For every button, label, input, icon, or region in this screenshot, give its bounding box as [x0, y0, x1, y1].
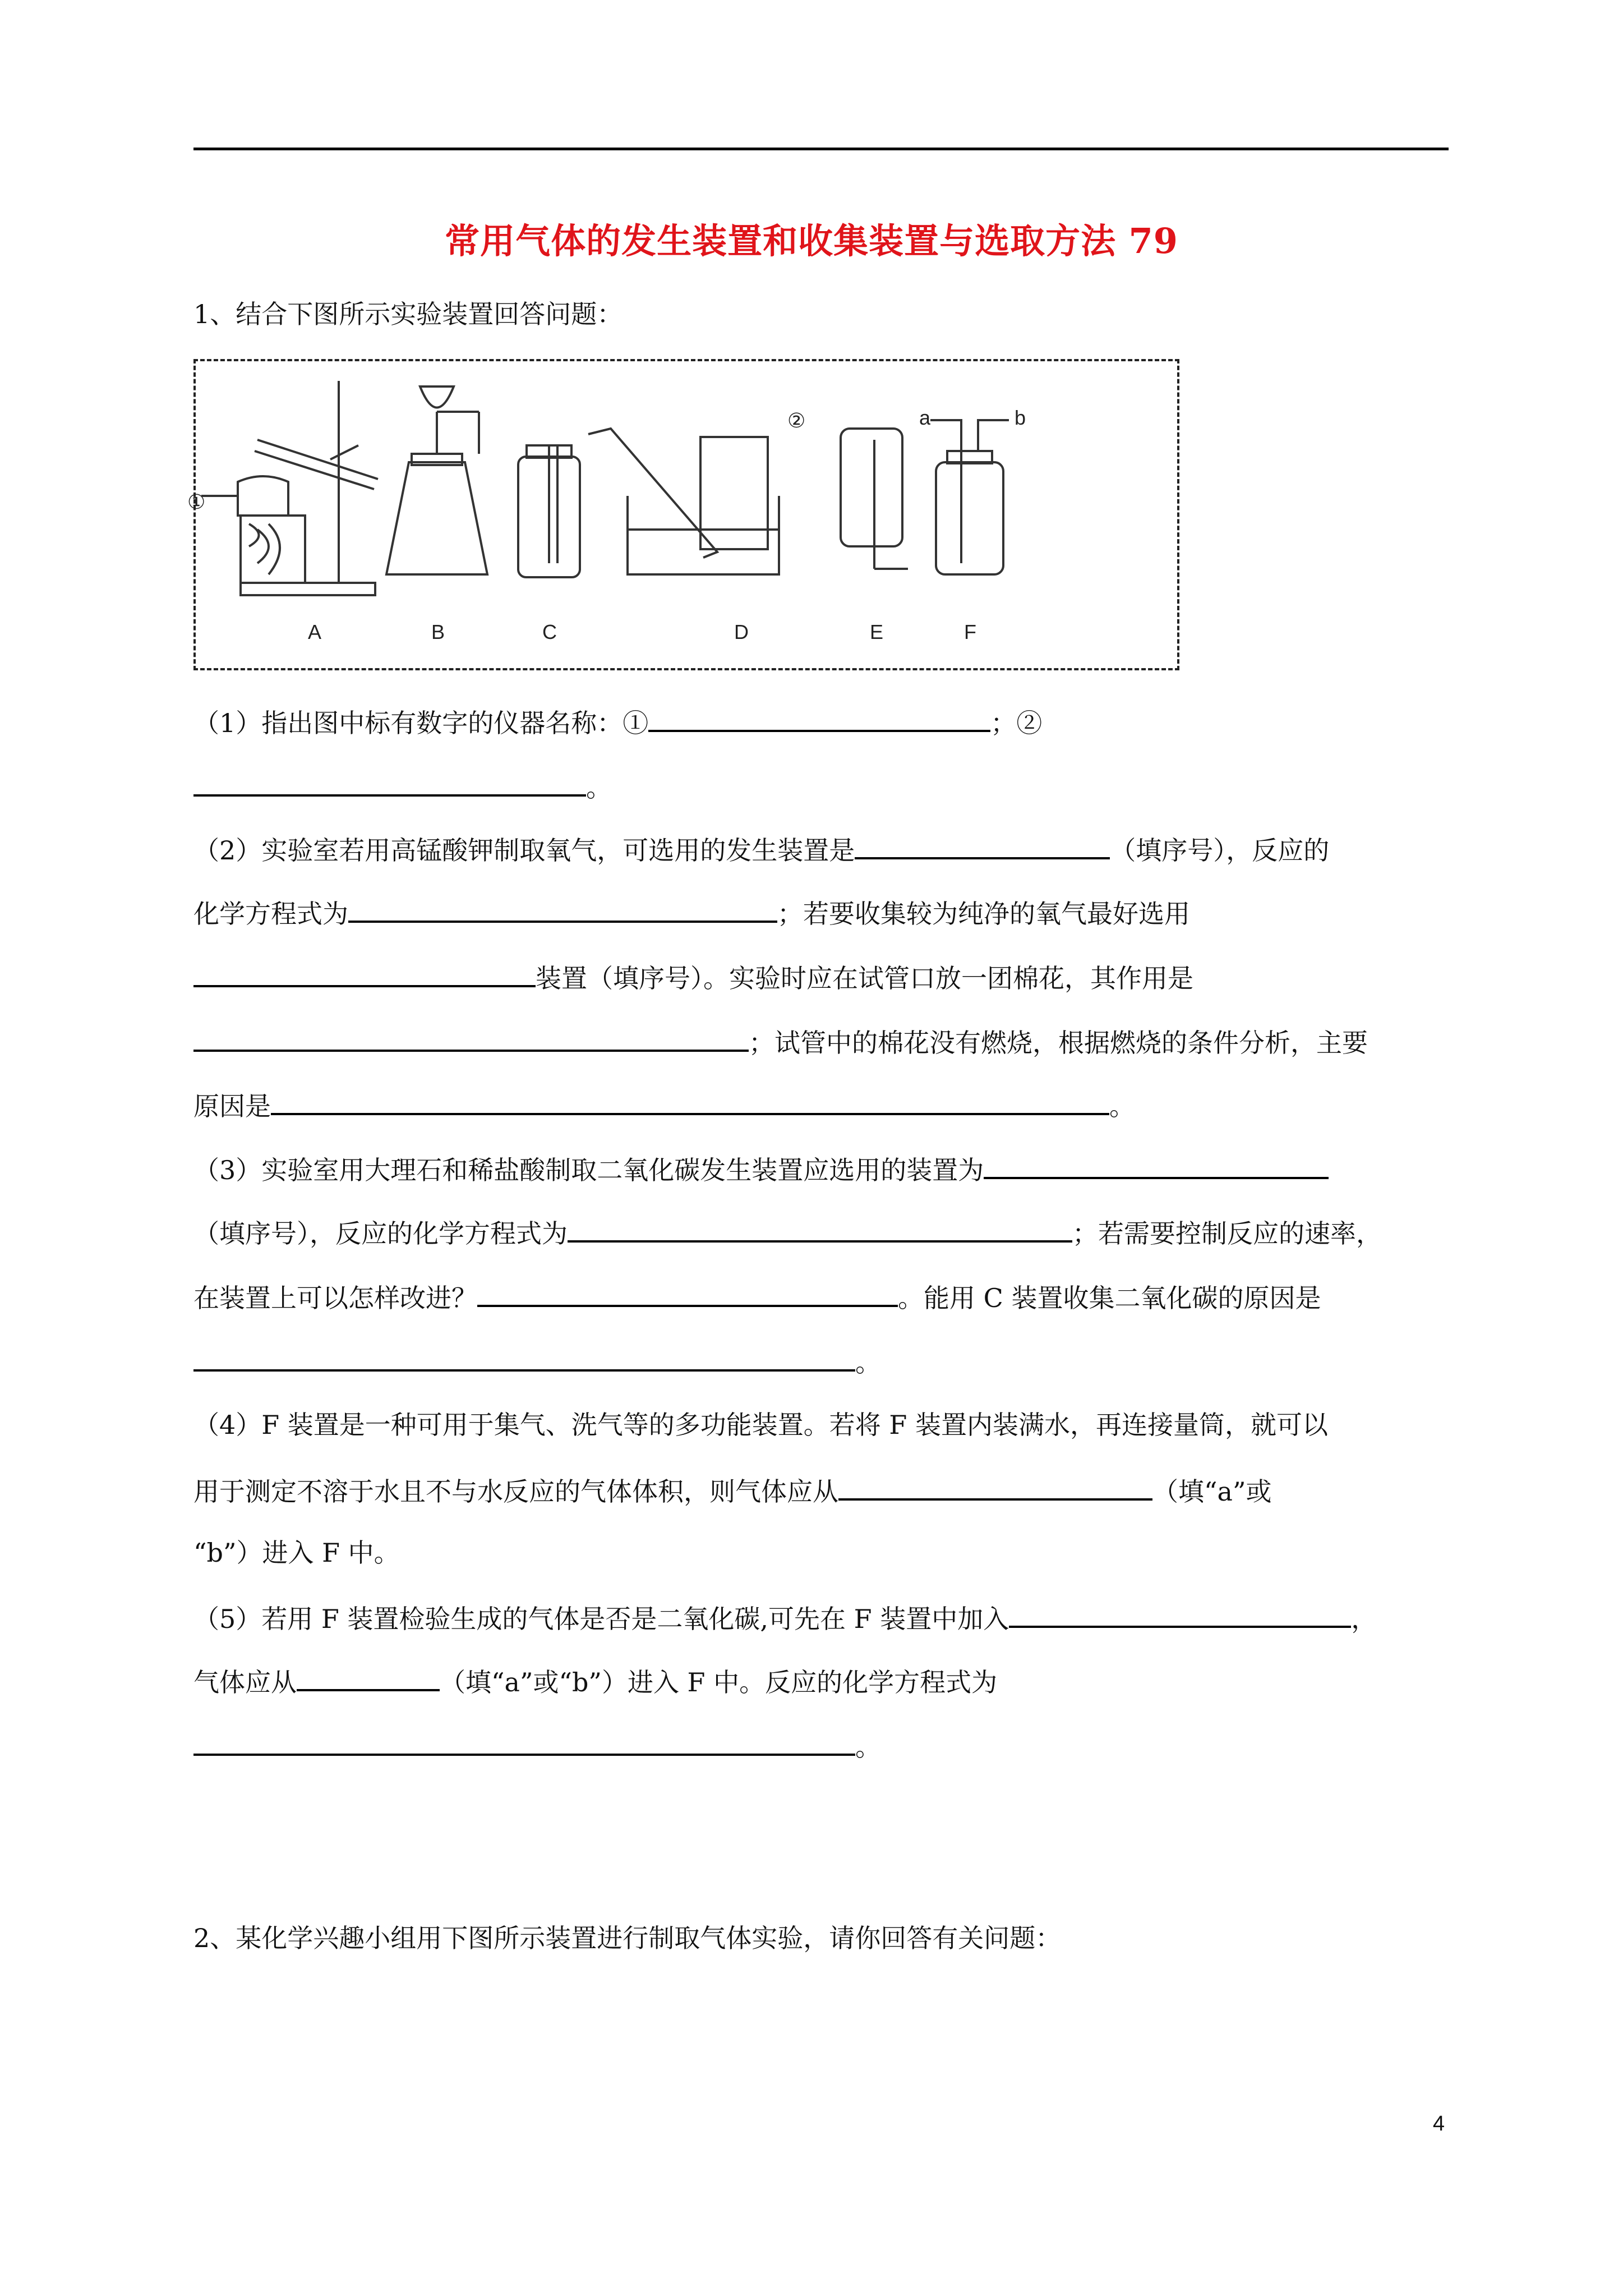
answer-blank-3-4[interactable]: [193, 1343, 855, 1372]
answer-blank-5-1[interactable]: [1009, 1600, 1351, 1628]
label-c: C: [542, 620, 557, 643]
marker-1: ①: [187, 490, 206, 513]
question-2-intro: 2、某化学兴趣小组用下图所示装置进行制取气体实验，请你回答有关问题：: [193, 1923, 1062, 1953]
marker-2: ②: [787, 409, 806, 432]
page-number: 4: [1432, 2112, 1445, 2136]
q1-part3-line4: 。: [193, 1343, 881, 1379]
answer-blank-1-2[interactable]: [193, 769, 586, 797]
answer-blank-2-1[interactable]: [855, 831, 1110, 859]
header-rule: [193, 148, 1449, 150]
q1-part3-line3: 在装置上可以怎样改进？ 。能用 C 装置收集二氧化碳的原因是: [193, 1279, 1321, 1315]
q1-part4-line2: 用于测定不溶于水且不与水反应的气体体积，则气体应从 （填“a”或: [193, 1473, 1271, 1508]
port-a-label: a: [919, 406, 931, 429]
label-f: F: [964, 620, 976, 643]
q1-part2-line5: 原因是 。: [193, 1087, 1135, 1123]
answer-blank-5-2[interactable]: [297, 1663, 440, 1691]
alcohol-lamp: [238, 476, 288, 516]
apparatus-drawing: [196, 361, 1177, 668]
q1-part1-line1: （1）指出图中标有数字的仪器名称：① ；②: [193, 704, 1042, 740]
label-d: D: [734, 620, 749, 643]
label-b: B: [431, 620, 445, 643]
q1-part2-line1: （2）实验室若用高锰酸钾制取氧气，可选用的发生装置是 （填序号），反应的: [193, 831, 1329, 867]
q1-part2-line4: ；试管中的棉花没有燃烧，根据燃烧的条件分析，主要: [193, 1024, 1368, 1060]
answer-blank-3-1[interactable]: [984, 1151, 1329, 1179]
funnel: [420, 386, 454, 408]
apparatus-figure: [187, 359, 1179, 670]
label-a: A: [308, 620, 322, 643]
answer-blank-2-5[interactable]: [271, 1087, 1109, 1115]
test-tube: [257, 440, 378, 479]
q1-part1-line2: 。: [193, 769, 612, 804]
stand-base: [241, 583, 375, 595]
q1-part3-line1: （3）实验室用大理石和稀盐酸制取二氧化碳发生装置应选用的装置为: [193, 1151, 1329, 1187]
q1-part5-line1: （5）若用 F 装置检验生成的气体是否是二氧化碳,可先在 F 装置中加入 ，: [193, 1600, 1377, 1636]
answer-blank-3-3[interactable]: [477, 1279, 898, 1307]
q1-part5-line3: 。: [193, 1728, 881, 1764]
answer-blank-2-3[interactable]: [193, 959, 536, 987]
answer-blank-1-1[interactable]: [648, 704, 990, 732]
q1-part4-line1: （4）F 装置是一种可用于集气、洗气等的多功能装置。若将 F 装置内装满水，再连接量筒，就可以: [193, 1410, 1328, 1440]
q1-part2-line2: 化学方程式为 ；若要收集较为纯净的氧气最好选用: [193, 895, 1190, 931]
port-b-label: b: [1015, 406, 1026, 429]
gas-jar: [700, 437, 768, 549]
answer-blank-2-4[interactable]: [193, 1024, 749, 1052]
bottle-f: [936, 462, 1003, 574]
clamp: [330, 445, 358, 459]
label-e: E: [870, 620, 884, 643]
answer-blank-4-1[interactable]: [838, 1473, 1152, 1501]
answer-blank-3-2[interactable]: [568, 1214, 1072, 1243]
page-title: 常用气体的发生装置和收集装置与选取方法 79: [445, 220, 1178, 261]
question-1-intro: 1、结合下图所示实验装置回答问题：: [193, 299, 623, 329]
answer-blank-5-3[interactable]: [193, 1728, 855, 1756]
conical-flask: [386, 462, 487, 574]
q1-part3-line2: （填序号），反应的化学方程式为 ；若需要控制反应的速率，: [193, 1214, 1382, 1250]
answer-blank-2-2[interactable]: [348, 895, 777, 923]
q1-part4-line3: “b”）进入 F 中。: [193, 1538, 400, 1568]
q1-part2-line3: 装置（填序号）。实验时应在试管口放一团棉花，其作用是: [193, 959, 1193, 995]
bottle-e: [841, 429, 902, 546]
q1-part5-line2: 气体应从 （填“a”或“b”）进入 F 中。反应的化学方程式为: [193, 1663, 997, 1699]
